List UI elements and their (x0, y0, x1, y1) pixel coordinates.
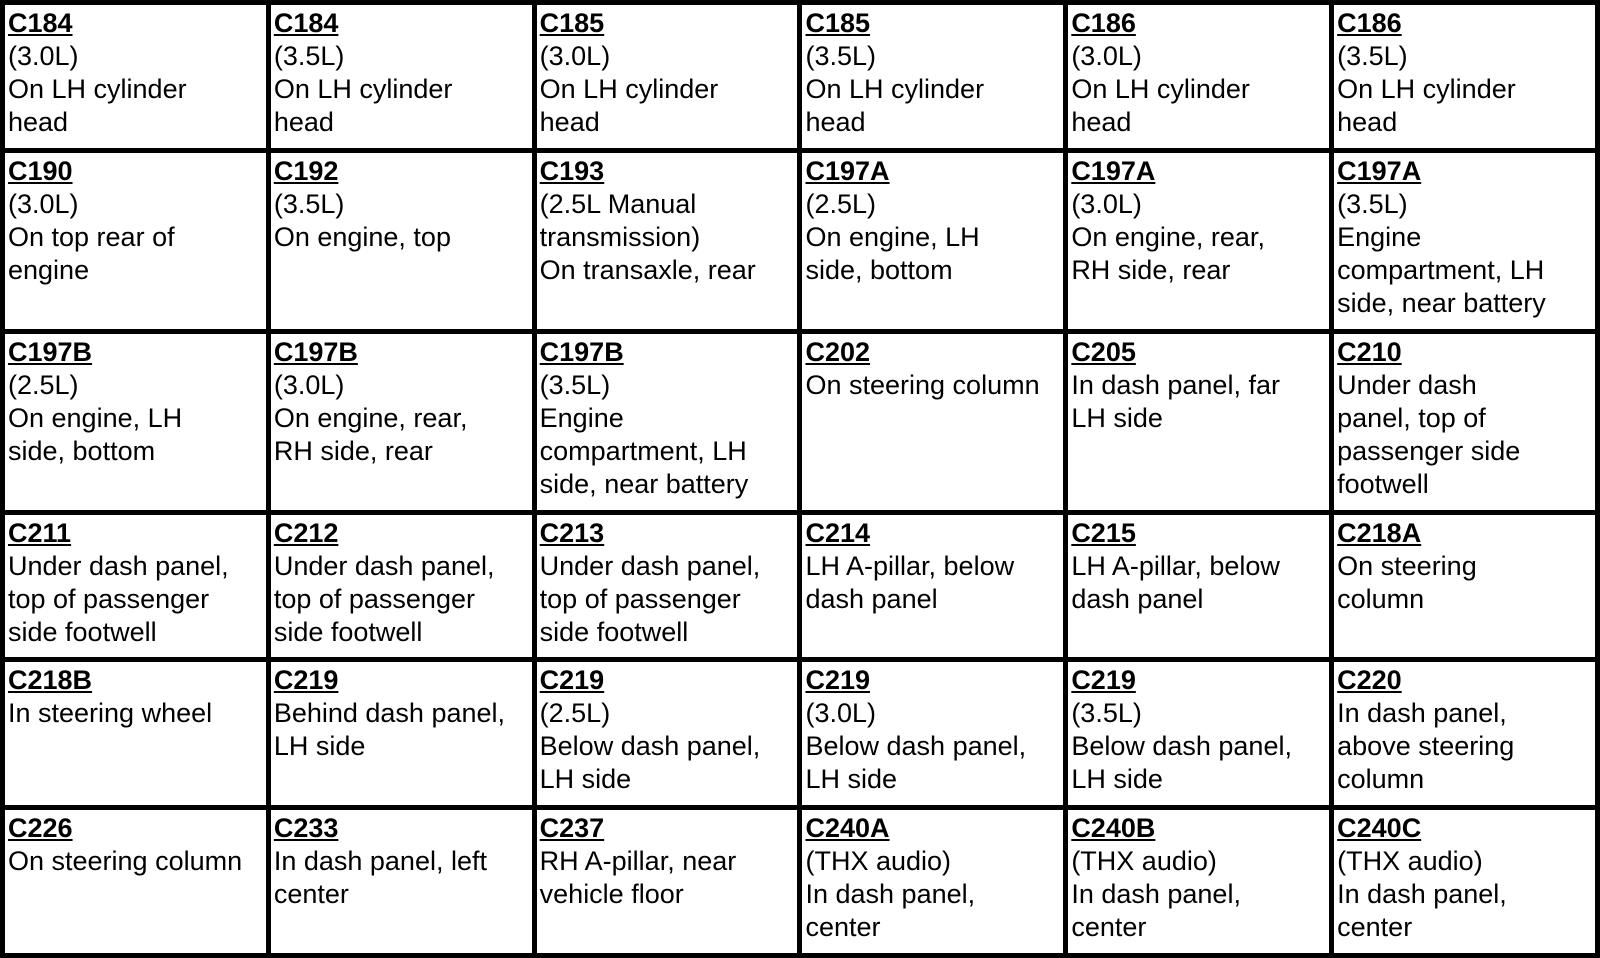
connector-location-line: In steering wheel (8, 698, 213, 729)
connector-location-line: (3.5L) (805, 41, 877, 71)
connector-code: C190 (8, 155, 73, 186)
connector-location-line: LH A-pillar, below (1071, 550, 1280, 581)
connector-location-line: (THX audio) (1337, 846, 1483, 877)
connector-location-line: head (539, 107, 600, 137)
connector-location-line: footwell (1337, 468, 1429, 499)
connector-code: C197B (273, 336, 358, 367)
connector-location-line: (3.5L) (273, 188, 345, 219)
connector-cell (1068, 153, 1329, 329)
connector-location-line: head (1071, 107, 1132, 137)
connector-cell (537, 5, 798, 148)
connector-location-line: LH side (805, 764, 898, 795)
connector-location-line: vehicle floor (539, 879, 684, 910)
connector-location-line: Below dash panel, (1071, 731, 1292, 762)
connector-location-line: (3.5L) (1337, 41, 1408, 71)
connector-location-line: compartment, LH (539, 435, 747, 466)
connector-location-line: Below dash panel, (805, 731, 1027, 762)
connector-cell (802, 515, 1063, 658)
connector-location-line: (3.0L) (1071, 188, 1142, 219)
connector-cell (271, 153, 532, 329)
connector-location-line: Under dash panel, (8, 550, 229, 581)
connector-cell (1068, 5, 1329, 148)
connector-location-line: Under dash panel, (539, 550, 761, 581)
connector-location-line: On LH cylinder (1071, 74, 1250, 104)
connector-location-line: side footwell (539, 616, 689, 647)
connector-location-line: side footwell (8, 616, 157, 647)
connector-location-line: Under dash (1337, 369, 1477, 400)
connector-location-line: (2.5L Manual (539, 188, 697, 219)
connector-location-line: (3.0L) (8, 188, 79, 219)
connector-cell (5, 153, 266, 329)
connector-code: C219 (805, 665, 871, 696)
connector-code: C219 (273, 665, 339, 696)
connector-location-line: LH side (273, 731, 366, 762)
connector-location-line: In dash panel, (805, 879, 976, 910)
connector-location-line: compartment, LH (1337, 254, 1545, 285)
connector-location-line: dash panel (1071, 583, 1204, 614)
connector-location-line: top of passenger (539, 583, 741, 614)
connector-location-line: On steering column (8, 846, 243, 877)
connector-code: C212 (273, 517, 339, 548)
connector-code: C210 (1337, 336, 1402, 367)
table-row (5, 153, 1595, 329)
connector-code: C192 (273, 155, 339, 186)
connector-cell (1334, 515, 1595, 658)
connector-location-line: center (1071, 912, 1147, 943)
connector-cell (5, 5, 266, 148)
connector-cell (802, 334, 1063, 510)
connector-location-line: (3.0L) (1071, 41, 1142, 71)
connector-code: C240B (1071, 813, 1156, 844)
connector-location-line: In dash panel, (1337, 698, 1507, 729)
connector-code: C186 (1337, 8, 1402, 38)
connector-location-line: (3.0L) (8, 41, 79, 71)
connector-code: C205 (1071, 336, 1136, 367)
connector-location-line: side, bottom (805, 254, 953, 285)
connector-location-line: RH side, rear (1071, 254, 1231, 285)
connector-location-line: side, near battery (539, 468, 749, 499)
connector-location-line: LH A-pillar, below (805, 550, 1015, 581)
connector-location-line: (3.5L) (273, 41, 345, 71)
connector-location-line: panel, top of (1337, 402, 1486, 433)
connector-code: C197A (1337, 155, 1422, 186)
connector-location-line: Under dash panel, (273, 550, 495, 581)
connector-cell (1068, 662, 1329, 805)
connector-code: C233 (273, 813, 339, 844)
connector-location-line: Behind dash panel, (273, 698, 506, 729)
connector-cell (1334, 662, 1595, 805)
connector-location-line: column (1337, 764, 1425, 795)
connector-code: C184 (273, 8, 339, 38)
connector-location-line: LH side (1071, 402, 1163, 433)
connector-location-line: (3.0L) (273, 369, 345, 400)
table-row (5, 515, 1595, 658)
connector-code: C202 (805, 336, 871, 367)
connector-location-line: Engine (539, 402, 624, 433)
connector-code: C185 (805, 8, 871, 38)
connector-location-line: column (1337, 583, 1425, 614)
connector-code: C185 (539, 8, 605, 38)
connector-location-line: In dash panel, far (1071, 369, 1280, 400)
connector-location-line: On LH cylinder (273, 74, 453, 104)
connector-location-line: On engine, LH (8, 402, 183, 433)
connector-cell (537, 662, 798, 805)
connector-location-line: On LH cylinder (805, 74, 985, 104)
connector-location-line: Engine (1337, 221, 1422, 252)
connector-code: C240A (805, 813, 890, 844)
connector-location-line: On engine, rear, (273, 402, 468, 433)
connector-cell (1334, 334, 1595, 510)
table-row (5, 5, 1595, 148)
connector-cell (1068, 515, 1329, 658)
connector-cell (271, 662, 532, 805)
connector-cell (537, 810, 798, 953)
connector-code: C213 (539, 517, 605, 548)
connector-location-line: LH side (539, 764, 632, 795)
connector-cell (5, 810, 266, 953)
connector-cell (1068, 810, 1329, 953)
connector-location-line: (THX audio) (1071, 846, 1217, 877)
connector-location-line: On LH cylinder (539, 74, 719, 104)
connector-location-line: head (8, 107, 69, 137)
connector-location-line: On steering column (805, 369, 1040, 400)
connector-location-line: dash panel (805, 583, 938, 614)
connector-location-line: (THX audio) (805, 846, 952, 877)
connector-location-line: RH A-pillar, near (539, 846, 737, 877)
connector-location-line: (3.5L) (1337, 188, 1408, 219)
connector-location-line: center (273, 879, 349, 910)
connector-cell (1068, 334, 1329, 510)
connector-cell (271, 515, 532, 658)
connector-location-line: top of passenger (8, 583, 210, 614)
connector-code: C197B (8, 336, 93, 367)
connector-location-line: (2.5L) (539, 698, 611, 729)
connector-code: C226 (8, 813, 73, 844)
connector-cell (271, 334, 532, 510)
table-row (5, 810, 1595, 953)
connector-code: C220 (1337, 665, 1402, 696)
connector-location-line: In dash panel, (1071, 879, 1241, 910)
connector-location-line: engine (8, 254, 90, 285)
table-row (5, 662, 1595, 805)
connector-code: C219 (539, 665, 605, 696)
connector-location-line: Below dash panel, (539, 731, 761, 762)
connector-location-line: In dash panel, (1337, 879, 1507, 910)
connector-location-line: On engine, rear, (1071, 221, 1265, 252)
connector-location-line: center (805, 912, 881, 943)
connector-location-line: passenger side (1337, 435, 1521, 466)
connector-cell (1334, 153, 1595, 329)
connector-cell (802, 153, 1063, 329)
connector-location-line: On engine, top (273, 221, 451, 252)
connector-cell (1334, 5, 1595, 148)
connector-cell (537, 334, 798, 510)
connector-location-line: (3.5L) (539, 369, 611, 400)
connector-code: C240C (1337, 813, 1422, 844)
connector-location-line: (2.5L) (805, 188, 877, 219)
connector-location-line: (3.0L) (805, 698, 877, 729)
connector-location-line: head (273, 107, 334, 137)
connector-code: C218A (1337, 517, 1422, 548)
connector-code: C218B (8, 665, 93, 696)
connector-location-line: On LH cylinder (8, 74, 187, 104)
connector-code: C214 (805, 517, 871, 548)
connector-cell (802, 810, 1063, 953)
connector-location-line: On LH cylinder (1337, 74, 1516, 104)
connector-code: C197A (805, 155, 890, 186)
connector-location-line: RH side, rear (273, 435, 433, 466)
connector-location-line: side footwell (273, 616, 423, 647)
connector-location-line: On engine, LH (805, 221, 980, 252)
connector-location-line: side, near battery (1337, 287, 1546, 318)
connector-location-line: above steering (1337, 731, 1515, 762)
connector-location-line: (3.0L) (539, 41, 611, 71)
connector-location-line: transmission) (539, 221, 701, 252)
table-row (5, 334, 1595, 510)
connector-location-line: On steering (1337, 550, 1477, 581)
connector-location-line: On top rear of (8, 221, 175, 252)
connector-location-line: top of passenger (273, 583, 475, 614)
connector-code: C211 (8, 517, 72, 548)
connector-table-body (5, 5, 1595, 953)
connector-cell (802, 5, 1063, 148)
connector-cell (537, 515, 798, 658)
connector-location-line: head (1337, 107, 1398, 137)
connector-cell (802, 662, 1063, 805)
connector-cell (5, 334, 266, 510)
connector-location-line: head (805, 107, 866, 137)
connector-cell (537, 153, 798, 329)
connector-location-line: In dash panel, left (273, 846, 487, 877)
connector-location-line: side, bottom (8, 435, 156, 466)
connector-location-line: On transaxle, rear (539, 254, 756, 285)
connector-cell (5, 662, 266, 805)
connector-code: C186 (1071, 8, 1136, 38)
connector-code: C184 (8, 8, 73, 38)
connector-cell (271, 5, 532, 148)
connector-cell (1334, 810, 1595, 953)
connector-code: C219 (1071, 665, 1136, 696)
connector-cell (271, 810, 532, 953)
connector-code: C197B (539, 336, 624, 367)
connector-code: C237 (539, 813, 605, 844)
connector-cell (5, 515, 266, 658)
connector-location-line: (3.5L) (1071, 698, 1142, 729)
connector-code: C215 (1071, 517, 1136, 548)
connector-code: C193 (539, 155, 605, 186)
connector-location-line: center (1337, 912, 1413, 943)
connector-location-line: (2.5L) (8, 369, 79, 400)
connector-location-line: LH side (1071, 764, 1163, 795)
connector-code: C197A (1071, 155, 1156, 186)
